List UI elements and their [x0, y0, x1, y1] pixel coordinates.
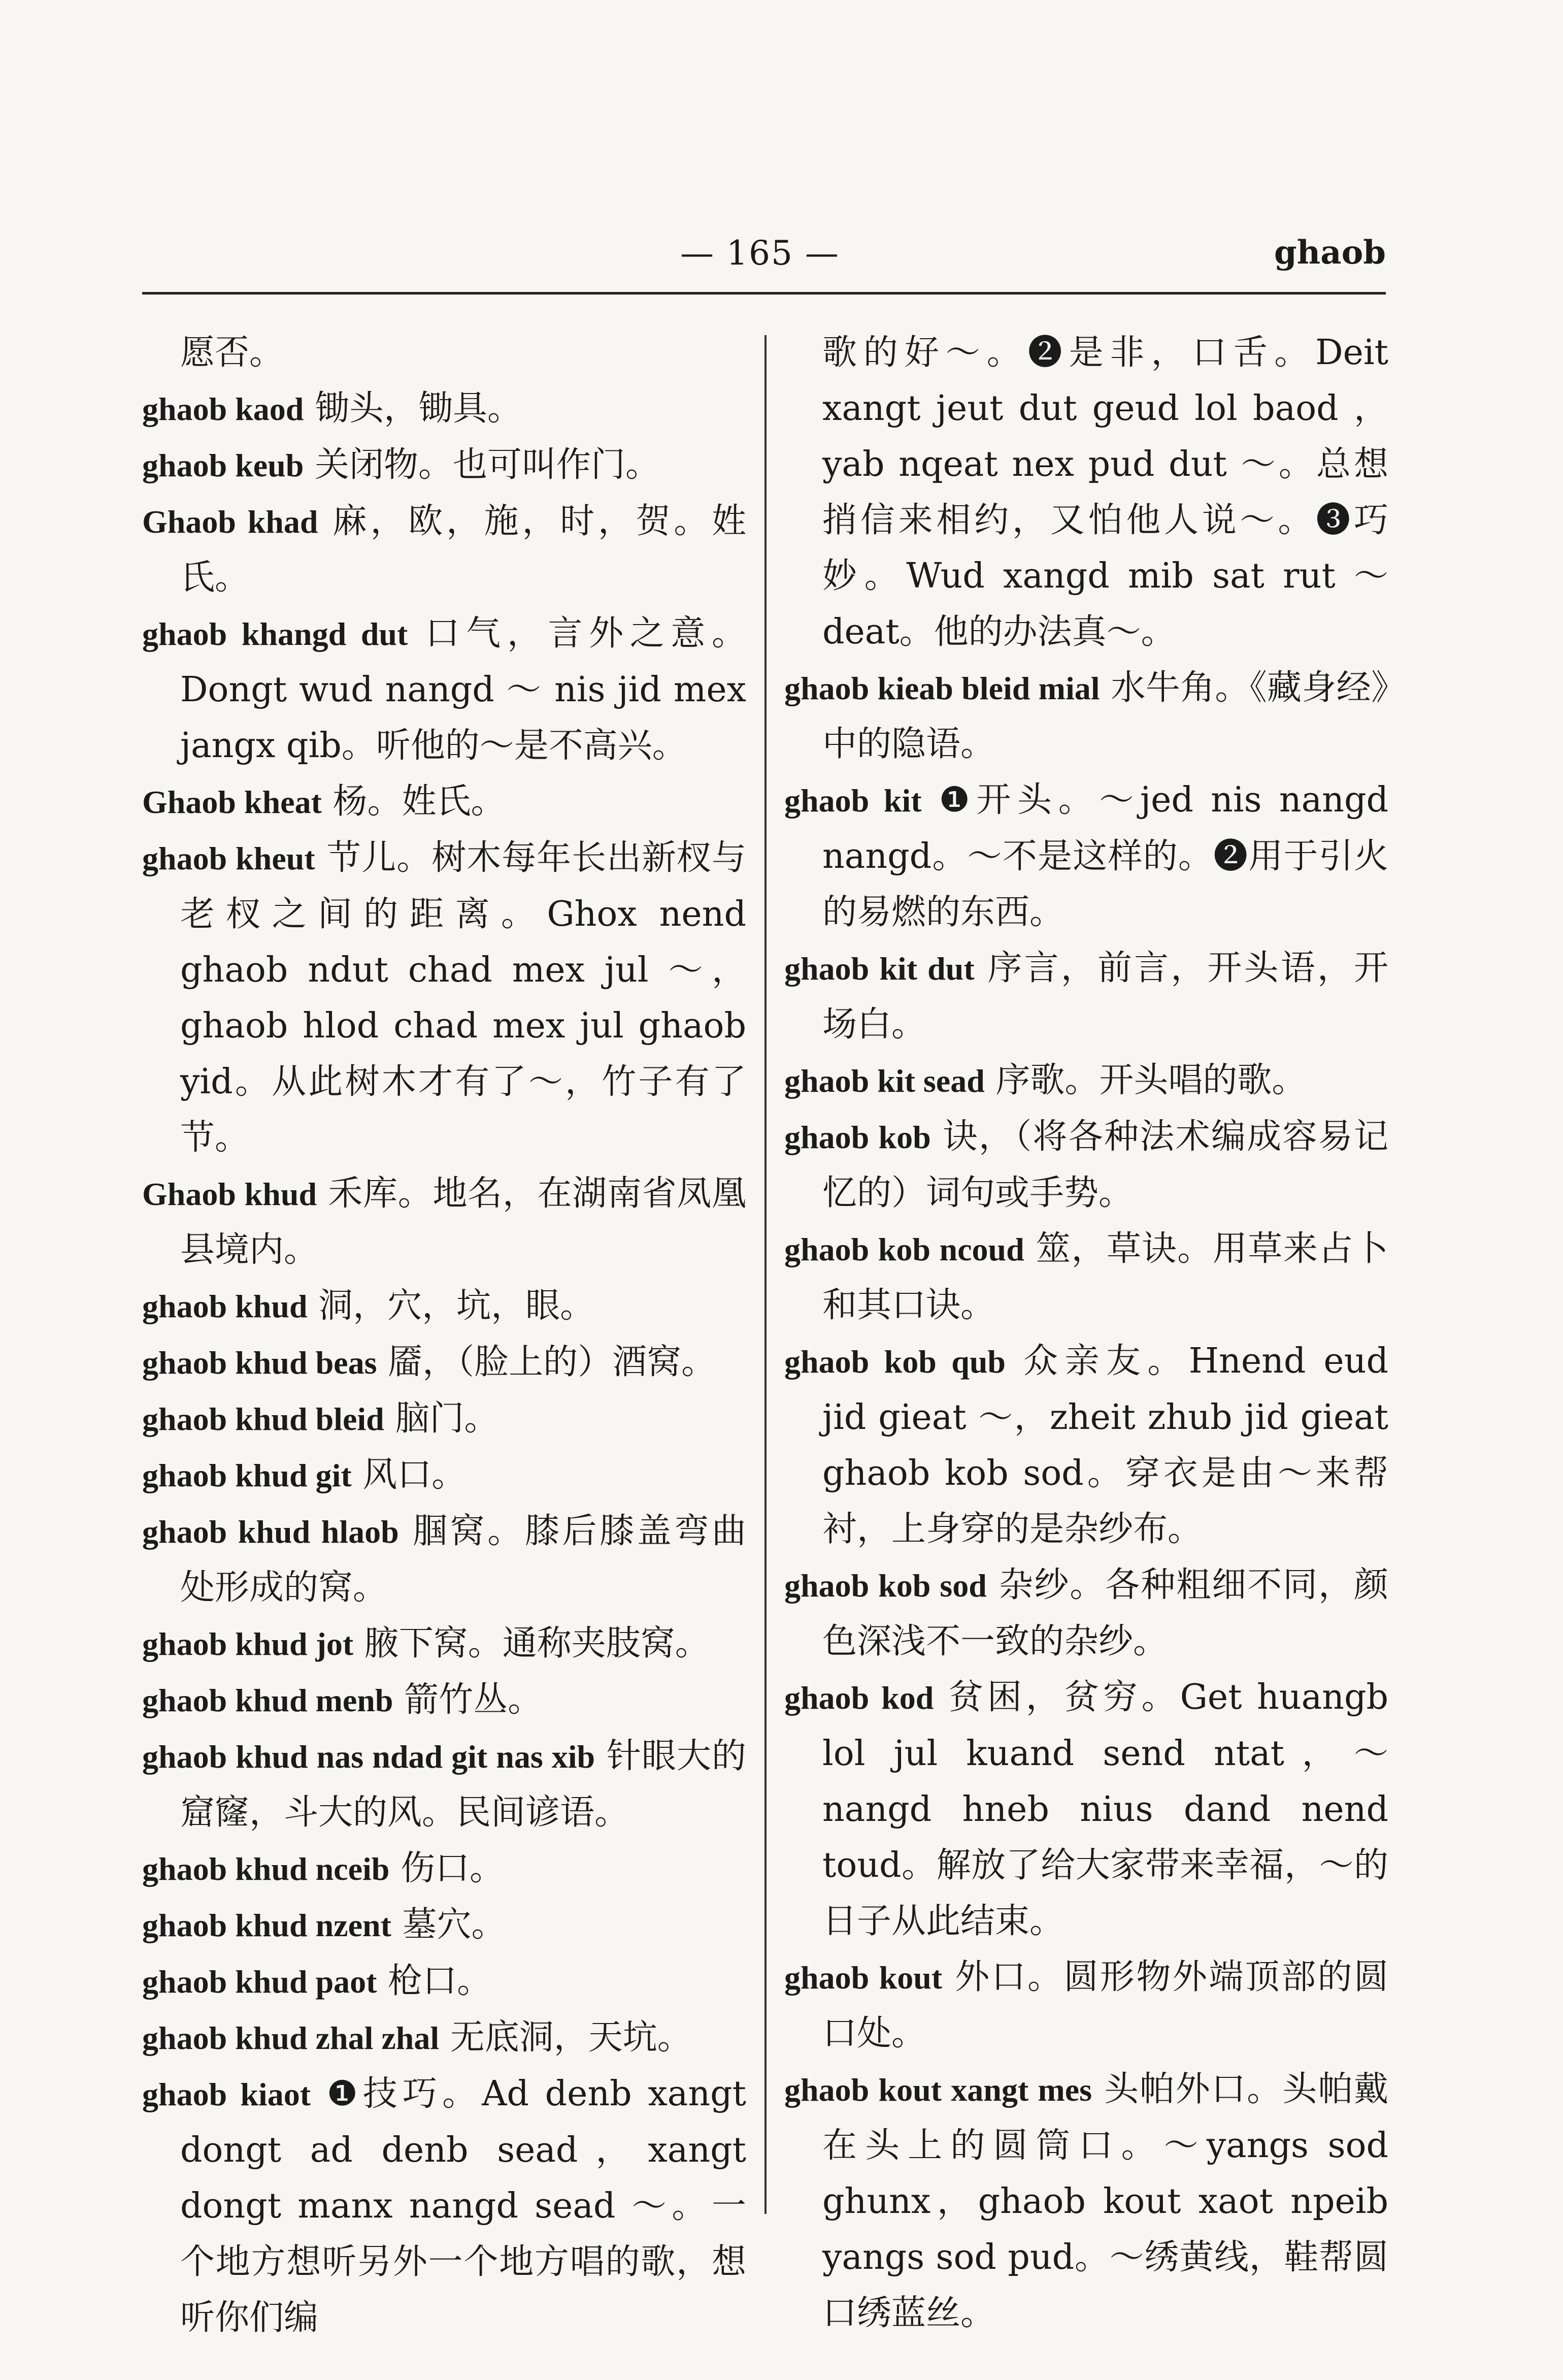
entry-definition: 无底洞，天坑。: [439, 2017, 692, 2058]
entry-definition: 杂纱。各种粗细不同，颜色深浅不一致的杂纱。: [822, 1565, 1389, 1661]
entry-headword: Ghaob khad: [142, 504, 318, 540]
dictionary-entry: [784, 2062, 1388, 2341]
entry-headword: ghaob khud nzent: [142, 1907, 391, 1943]
dictionary-entry: [784, 1221, 1388, 1333]
entry-definition: 洞，穴，坑，眼。: [307, 1286, 595, 1326]
entry-headword: ghaob khud hlaob: [142, 1514, 399, 1550]
header-rule: [142, 292, 1386, 295]
entry-headword: ghaob khud: [142, 1288, 308, 1324]
entry-headword: ghaob kit: [784, 783, 922, 819]
entry-headword: ghaob khud menb: [142, 1682, 393, 1718]
dictionary-entry: [142, 2066, 746, 2346]
entry-definition: 腘窝。膝后膝盖弯曲处形成的窝。: [180, 1511, 746, 1608]
entry-headword: Ghaob kheat: [142, 784, 322, 820]
dictionary-entry: [784, 1053, 1388, 1109]
entry-definition: 众亲友。Hnend eud jid gieat ～，zheit zhub jid gieat ghaob kob sod。穿衣是由～来帮衬，上身穿的是杂纱布。: [822, 1341, 1388, 1549]
entry-definition: 麻，欧，施，时，贺。姓氏。: [180, 501, 746, 598]
running-head: ghaob: [1274, 234, 1386, 272]
entry-headword: ghaob kiaot: [142, 2076, 311, 2112]
entry-definition: 水牛角。《藏身经》中的隐语。: [822, 668, 1388, 764]
entry-headword: ghaob kod: [784, 1680, 934, 1716]
entry-definition: 头帕外口。头帕戴在头上的圆筒口。～yangs sod ghunx，ghaob kout xaot npeib yangs sod pud。～绣黄线，鞋帮圆口绣蓝丝。: [822, 2069, 1389, 2333]
continuation-text: 歌的好～。❷是非，口舌。Deit xangt jeut dut geud lol baod ，yab nqeat nex pud dut ～。总想捎信来相约，又怕他人说～。❸巧妙。Wud xangd mib sat rut ～ deat。他的办法真～。: [822, 333, 1388, 652]
entry-definition: 口气，言外之意。Dongt wud nangd ～ nis jid mex jangx qib。听他的～是不高兴。: [180, 613, 746, 766]
entry-headword: ghaob khud jot: [142, 1626, 354, 1662]
entry-headword: Ghaob khud: [142, 1176, 317, 1212]
left-column: [142, 325, 746, 2346]
entry-headword: ghaob kieab bleid mial: [784, 670, 1100, 706]
entry-headword: ghaob khangd dut: [142, 616, 408, 652]
dictionary-entry: [142, 1897, 746, 1953]
continuation-text: 愿否。: [180, 333, 284, 373]
entry-headword: ghaob khud nceib: [142, 1851, 390, 1887]
dictionary-entry: [142, 1953, 746, 2010]
entry-definition: 腋下窝。通称夹肢窝。: [353, 1623, 710, 1664]
entry-headword: ghaob khud git: [142, 1457, 352, 1493]
dictionary-entry: [142, 1334, 746, 1391]
dictionary-entry: [142, 1841, 746, 1897]
entry-definition: 靥，（脸上的）酒窝。: [377, 1342, 716, 1382]
entry-headword: ghaob kout: [784, 1960, 943, 1996]
entry-headword: ghaob khud beas: [142, 1345, 377, 1381]
dictionary-entry: [784, 1949, 1388, 2062]
entry-headword: ghaob kaod: [142, 391, 304, 427]
entry-definition: 锄头，锄具。: [304, 388, 522, 429]
dictionary-entry: [784, 1109, 1388, 1221]
entry-headword: ghaob keub: [142, 447, 304, 483]
dictionary-entry: [142, 437, 746, 494]
entry-definition: 诀，（将各种法术编成容易记忆的）词句或手势。: [822, 1117, 1389, 1213]
dictionary-entry: [142, 1166, 746, 1278]
entry-headword: ghaob kob ncoud: [784, 1231, 1024, 1267]
dictionary-entry: [142, 606, 746, 774]
entry-definition: 筮，草诀。用草来占卜和其口诀。: [822, 1229, 1388, 1325]
entry-definition: 贫困，贫穷。Get huangb lol jul kuand send ntat，～nangd hneb nius dand nend toud。解放了给大家带来幸福，～的日子从此结束。: [822, 1677, 1389, 1941]
entry-definition: 节儿。树木每年长出新杈与老杈之间的距离。Ghox nend ghaob ndut chad mex jul ～，ghaob hlod chad mex jul ghaob yid。从此树木才有了～，竹子有了节。: [180, 838, 746, 1158]
entry-definition: 伤口。: [389, 1848, 504, 1888]
dictionary-entry: [142, 1504, 746, 1616]
dictionary-entry: [784, 772, 1388, 940]
entry-definition: 序言，前言，开头语，开场白。: [822, 948, 1388, 1045]
entry-headword: ghaob khud bleid: [142, 1401, 384, 1437]
entry-headword: ghaob kob qub: [784, 1344, 1006, 1380]
dictionary-entry: [142, 2010, 746, 2066]
dictionary-entry: [142, 1616, 746, 1672]
dictionary-entry: [784, 1670, 1388, 1949]
entry-headword: ghaob kheut: [142, 840, 315, 876]
right-column: [784, 325, 1388, 2341]
entry-definition: 脑门。: [384, 1398, 499, 1439]
column-divider: [764, 335, 767, 2214]
dictionary-entry: [142, 1391, 746, 1447]
entry-headword: ghaob khud zhal zhal: [142, 2020, 440, 2056]
dictionary-entry: [142, 830, 746, 1166]
page-number: — 165 —: [680, 234, 840, 273]
entry-headword: ghaob khud nas ndad git nas xib: [142, 1739, 595, 1775]
entry-definition: 序歌。开头唱的歌。: [984, 1060, 1307, 1100]
dictionary-entry: [784, 940, 1388, 1053]
dictionary-entry: [142, 1447, 746, 1504]
entry-headword: ghaob kout xangt mes: [784, 2072, 1092, 2108]
dictionary-entry: [142, 381, 746, 437]
entry-headword: ghaob kob: [784, 1119, 931, 1155]
dictionary-entry: [784, 660, 1388, 772]
entry-definition: 外口。圆形物外端顶部的圆口处。: [822, 1957, 1388, 2053]
dictionary-entry: [142, 1278, 746, 1334]
entry-headword: ghaob khud paot: [142, 1964, 377, 2000]
page-header: [142, 223, 1386, 284]
entry-definition: 关闭物。也可叫作门。: [304, 445, 660, 485]
entry-definition: 杨。姓氏。: [321, 781, 506, 822]
entry-definition: ❶开头。～jed nis nangd nangd。～不是这样的。❷用于引火的易燃的东西。: [822, 780, 1389, 932]
dictionary-entry: [142, 774, 746, 830]
dictionary-entry: [142, 494, 746, 606]
entry-definition: 墓穴。: [391, 1905, 506, 1945]
dictionary-entry: [784, 1333, 1388, 1557]
entry-definition: 禾库。地名，在湖南省凤凰县境内。: [180, 1173, 746, 1270]
entry-definition: 风口。: [351, 1455, 467, 1495]
dictionary-entry: [784, 1557, 1388, 1670]
entry-headword: ghaob kob sod: [784, 1568, 987, 1604]
dictionary-entry: [142, 1672, 746, 1729]
entry-definition: ❶技巧。Ad denb xangt dongt ad denb sead，xangt dongt manx nangd sead ～。一个地方想听另外一个地方唱的歌，想听你们编: [180, 2074, 746, 2338]
entry-definition: 箭竹丛。: [393, 1680, 543, 1720]
entry-definition: 枪口。: [377, 1961, 492, 2001]
entry-headword: ghaob kit sead: [784, 1063, 985, 1099]
entry-definition: 针眼大的窟窿，斗大的风。民间谚语。: [180, 1736, 746, 1833]
entry-headword: ghaob kit dut: [784, 951, 975, 987]
dictionary-entry: [142, 1729, 746, 1841]
